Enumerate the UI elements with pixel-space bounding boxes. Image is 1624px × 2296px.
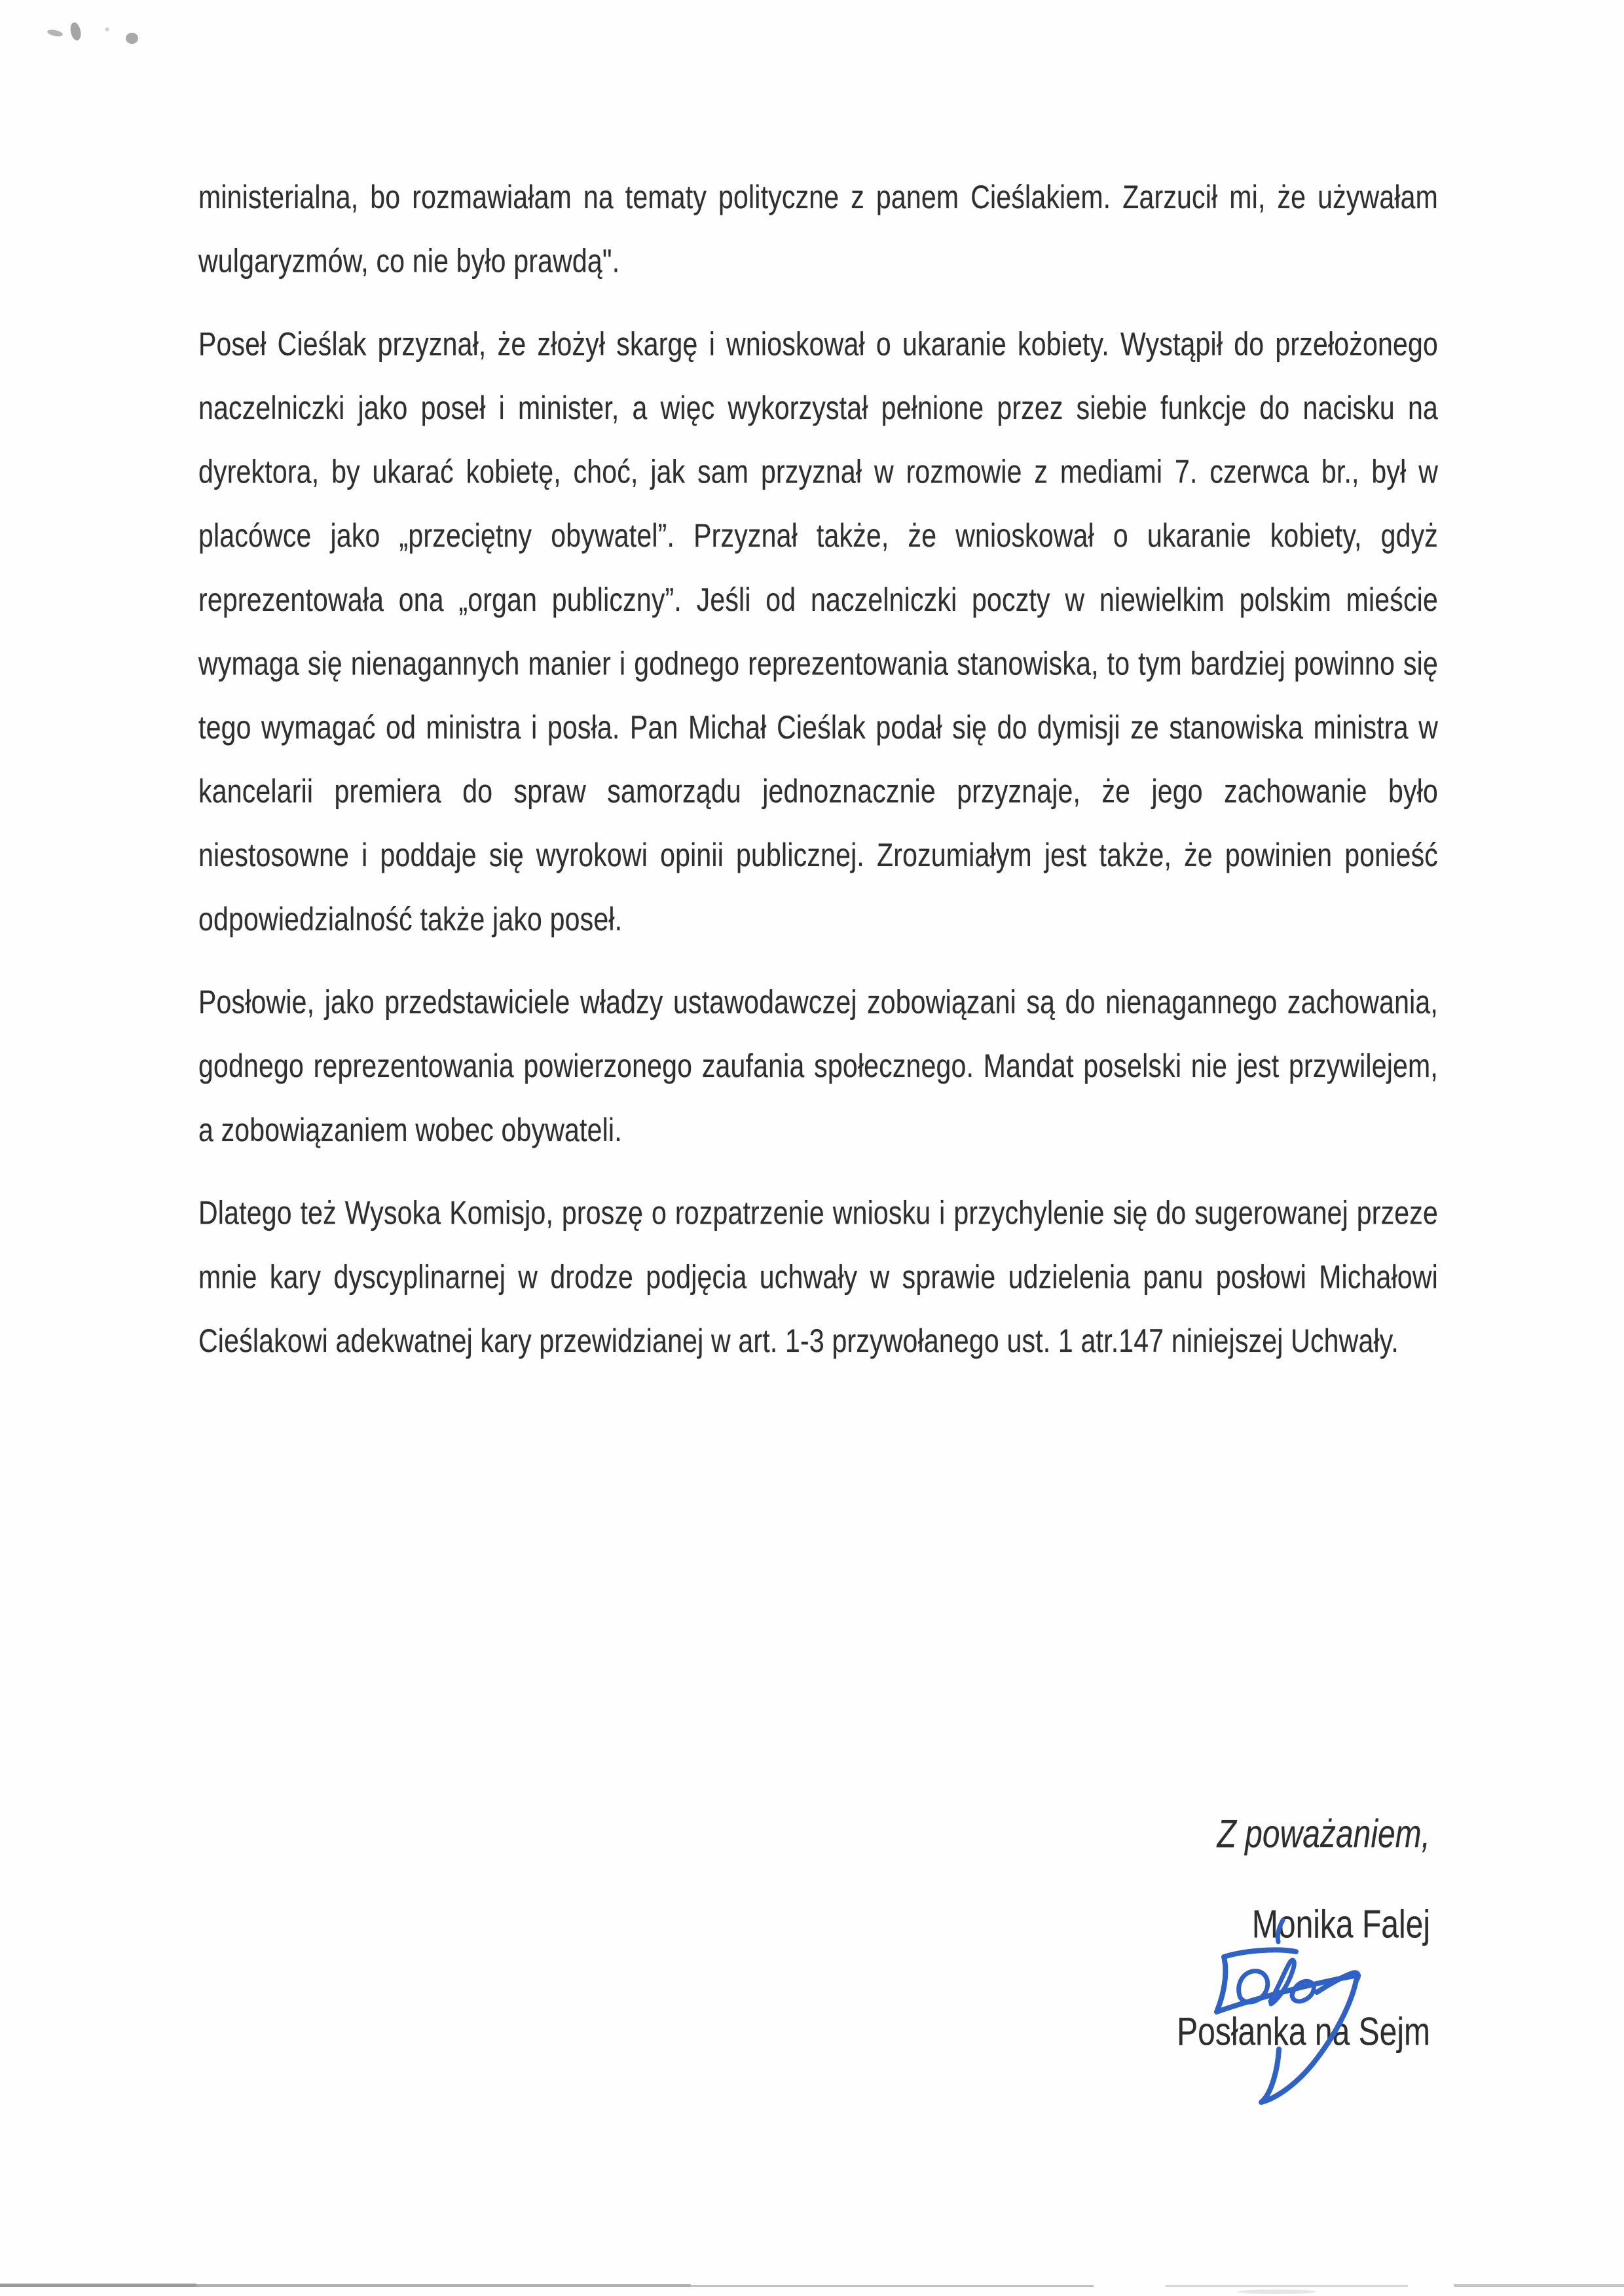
- signature-stroke: [1239, 1971, 1268, 2002]
- scan-edge-line: [0, 2284, 196, 2287]
- scan-smudge: [46, 29, 63, 38]
- letter-body: [198, 165, 1438, 1392]
- letter-paragraph-4: Dlatego też Wysoka Komisjo, proszę o rozpatrzenie wniosku i przychylenie się do sugerowanej przeze mnie kary dyscyplinarnej w drodze podjęcia uchwały w sprawie udzielenia panu posłowi Michałowi Cieślakowi adekwatnej kary przewidzianej w art. 1-3 przywołanego ust. 1 atr.147 niniejszej Uchwały.: [198, 1194, 1438, 1359]
- signature-stroke: [1278, 1920, 1283, 1942]
- scan-smudge: [1238, 2289, 1316, 2294]
- closing-salutation: Z poważaniem,: [1217, 1812, 1430, 1856]
- scan-edge-line: [193, 2284, 691, 2287]
- letter-paragraph-3: Posłowie, jako przedstawiciele władzy ustawodawczej zobowiązani są do nienagannego zachowania, godnego reprezentowania powierzonego zaufania społecznego. Mandat poselski nie jest przywilejem, a zobowiązaniem wobec obywateli.: [198, 983, 1438, 1148]
- scan-smudge: [126, 33, 138, 44]
- scan-smudge: [69, 22, 82, 42]
- signer-title: Posłanka na Sejm: [1177, 2010, 1430, 2054]
- scan-edge-line: [688, 2285, 1094, 2287]
- signature-stroke: [1292, 1981, 1314, 2001]
- letter-paragraph-1: ministerialna, bo rozmawiałam na tematy polityczne z panem Cieślakiem. Zarzucił mi, że używałam wulgaryzmów, co nie było prawdą".: [198, 178, 1438, 280]
- scan-smudge: [105, 27, 109, 31]
- scan-edge-line: [1166, 2285, 1408, 2287]
- letter-paragraph-2: Poseł Cieślak przyznał, że złożył skargę i wnioskował o ukaranie kobiety. Wystąpił do przełożonego naczelniczki jako poseł i minister, a więc wykorzystał pełnione przez siebie funkcje do nacisku na dyrektora, by ukarać kobietę, choć, jak sam przyznał w rozmowie z mediami 7. czerwca br., był w placówce jako „przeciętny obywatel”. Przyznał także, że wnioskował o ukaranie kobiety, gdyż reprezentowała ona „organ publiczny”. Jeśli od naczelniczki poczty w niewielkim polskim mieście wymaga się nienagannych manier i godnego reprezentowania stanowiska, to tym bardziej powinno się tego wymagać od ministra i posła. Pan Michał Cieślak podał się do dymisji ze stanowiska ministra w kancelarii premiera do spraw samorządu jednoznacznie przyznaje, że jego zachowanie było niestosowne i poddaje się wyrokowi opinii publicznej. Zrozumiałym jest także, że powinien ponieść odpowiedzialność także jako poseł.: [198, 325, 1438, 938]
- signer-name: Monika Falej: [1251, 1903, 1430, 1946]
- signature-ink: [1211, 1915, 1369, 2111]
- scan-edge-line: [1454, 2284, 1624, 2287]
